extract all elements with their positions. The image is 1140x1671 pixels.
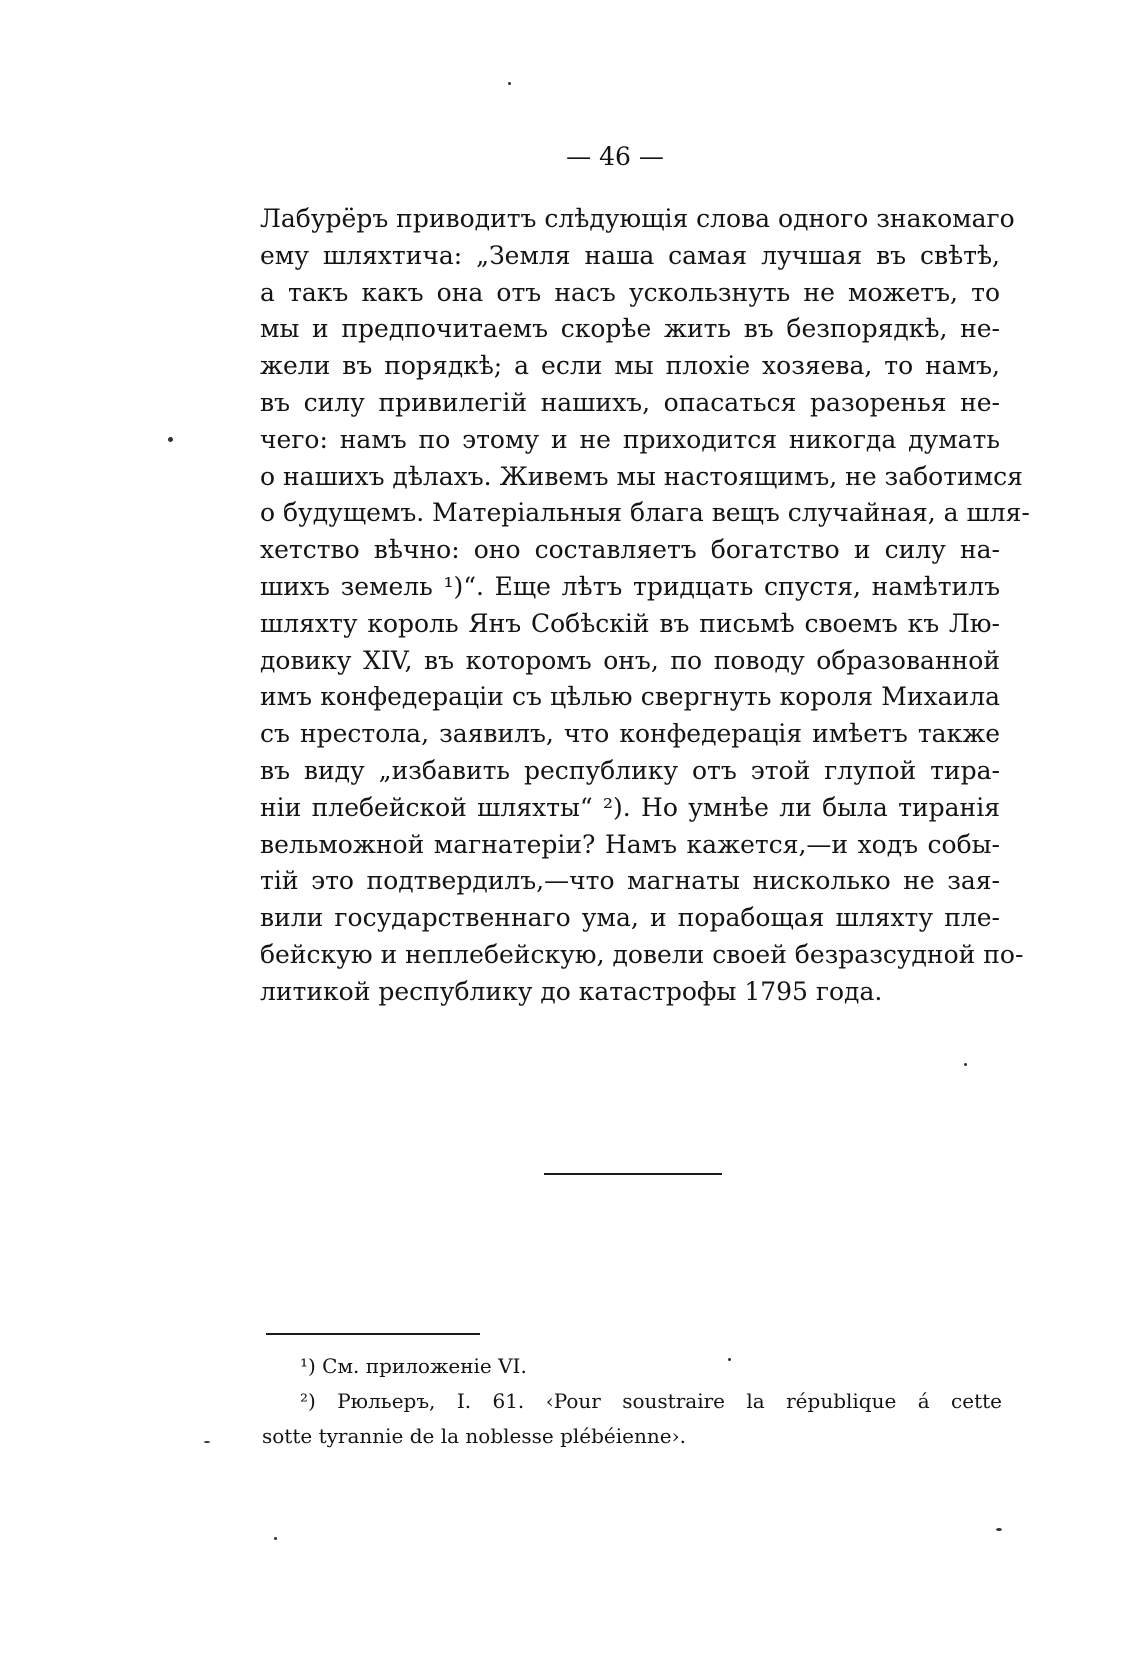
text-line: хетство вѣчно: оно составляетъ богатство и силу на- (260, 535, 1000, 565)
footnote-2-line-1: ²) Рюльеръ, I. 61. ‹Pour soustraire la république á cette (300, 1389, 1002, 1413)
page-number: — 46 — (566, 142, 664, 171)
text-line: Лабурёръ приводитъ слѣдующія слова одного знакомаго (260, 204, 1015, 233)
text-line: съ нрестола, заявилъ, что конфедерація имѣетъ также (260, 719, 1000, 749)
text-line: въ виду „избавить республику отъ этой глупой тира- (260, 755, 1000, 785)
text-line: о нашихъ дѣлахъ. Живемъ мы настоящимъ, не заботимся (260, 461, 1023, 491)
scan-speck (996, 1528, 1002, 1531)
text-line: тій это подтвердилъ,—что магнаты нисколько не зая- (260, 866, 1000, 896)
body-text (260, 201, 1030, 1011)
footnote-1: ¹) См. приложеніе VI. (300, 1354, 527, 1378)
footnotes (262, 1349, 1002, 1454)
text-line: довику XIV, въ которомъ онъ, по поводу образованной (260, 645, 1000, 675)
scan-speck (168, 437, 173, 442)
text-line: шихъ земель ¹)“. Еще лѣтъ тридцать спустя, намѣтилъ (260, 571, 1000, 601)
text-line: вельможной магнатеріи? Намъ кажется,—и ходъ собы- (260, 829, 1000, 859)
text-line: чего: намъ по этому и не приходится никогда думать (260, 424, 1000, 454)
text-line: вили государственнаго ума, и порабощая шляхту пле- (260, 903, 1000, 933)
footnote-2-line-2: sotte tyrannie de la noblesse plébéienne›. (262, 1424, 686, 1448)
scan-speck (274, 1537, 277, 1540)
text-line: мы и предпочитаемъ скорѣе жить въ безпорядкѣ, не- (260, 314, 1000, 344)
text-line: шляхту король Янъ Собѣскій въ письмѣ своемъ къ Лю- (260, 608, 1000, 638)
text-line: жели въ порядкѣ; а если мы плохіе хозяева, то намъ, (260, 351, 1000, 381)
text-line: ніи плебейской шляхты“ ²). Но умнѣе ли была тиранія (260, 792, 1000, 822)
footnote-separator (266, 1333, 480, 1335)
text-line: въ силу привилегій нашихъ, опасаться разоренья не- (260, 387, 1000, 417)
text-line: о будущемъ. Матеріальныя блага вещъ случайная, а шля- (260, 498, 1030, 528)
text-line: ему шляхтича: „Земля наша самая лучшая въ свѣтѣ, (260, 240, 1000, 270)
text-line: бейскую и неплебейскую, довели своей безразсудной по- (260, 939, 1024, 969)
text-line: литикой республику до катастрофы 1795 года. (260, 976, 883, 1006)
text-line: а такъ какъ она отъ насъ ускользнуть не можетъ, то (260, 277, 1000, 307)
scan-speck (964, 1063, 967, 1066)
scan-speck (204, 1441, 210, 1443)
text-line: имъ конфедераціи съ цѣлью свергнуть короля Михаила (260, 682, 1000, 712)
section-end-rule (544, 1173, 722, 1175)
scan-speck (728, 1358, 731, 1361)
scan-speck (508, 82, 511, 85)
